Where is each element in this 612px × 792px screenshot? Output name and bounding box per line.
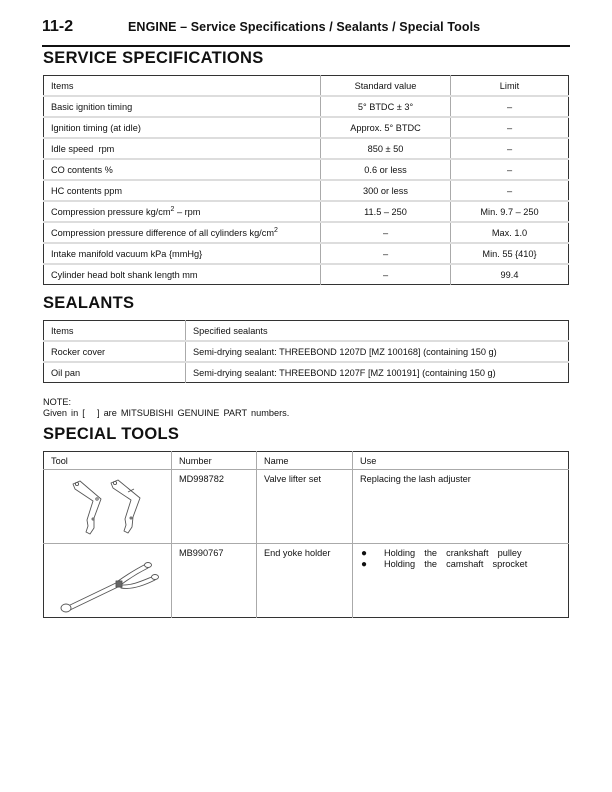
spec-standard-value: 300 or less [321,180,451,201]
sealant-item: Oil pan [44,362,186,383]
tool-number: MD998782 [172,470,257,544]
table-header-row [44,452,569,470]
spec-item: HC contents ppm [44,180,321,201]
column-header-number: Number [172,452,257,470]
spec-item: Ignition timing (at idle) [44,117,321,138]
sealant-item: Rocker cover [44,341,186,362]
table-row [44,362,569,383]
note-text: Given in [ ] are MITSUBISHI GENUINE PART numbers. [43,408,290,418]
special-tools-heading: SPECIAL TOOLS [43,425,180,443]
table-row [44,470,569,544]
spec-limit: – [451,117,569,138]
spec-standard-value: – [321,243,451,264]
column-header-name: Name [257,452,353,470]
spec-limit: Min. 55 {410} [451,243,569,264]
spec-item: Compression pressure difference of all cylinders $kg/cm^2$ [44,222,321,243]
list-item: ● Holding the camshaft sprocket [361,559,528,570]
tool-image-cell [44,470,172,544]
spec-standard-value: 11.5 – 250 [321,201,451,222]
tool-use [353,544,569,618]
tool-use [353,470,569,544]
list-item: ● Holding the crankshaft pulley [361,548,522,559]
note-block [43,397,289,419]
spec-limit: – [451,96,569,117]
table-row [44,138,569,159]
sealants-table [43,320,569,383]
bullet-icon: ● [361,559,368,570]
table-row [44,201,569,222]
service-specifications-table [43,75,569,285]
column-header-use: Use [353,452,569,470]
sealants-heading: SEALANTS [43,294,135,312]
spec-standard-value: Approx. 5° BTDC [321,117,451,138]
spec-limit: – [451,180,569,201]
table-header-row [44,321,569,342]
tool-use-text: Replacing the lash adjuster [360,474,471,484]
spec-limit: Min. 9.7 – 250 [451,201,569,222]
column-header-specified-sealants: Specified sealants [186,321,569,342]
tool-number: MB990767 [172,544,257,618]
spec-item: CO contents % [44,159,321,180]
column-header-standard-value: Standard value [321,76,451,97]
note-label: NOTE: [43,397,72,407]
column-header-items: Items [51,80,74,91]
bullet-icon: ● [361,548,368,559]
spec-item: Intake manifold vacuum kPa {mmHg} [44,243,321,264]
end-yoke-holder-icon [44,544,171,617]
table-row [44,222,569,243]
table-row [44,159,569,180]
sealant-spec: Semi-drying sealant: THREEBOND 1207D [MZ 100168] (containing 150 g) [186,341,569,362]
spec-standard-value: – [321,264,451,285]
header-rule [42,45,570,47]
spec-standard-value: 850 ± 50 [321,138,451,159]
page-header-title: ENGINE – Service Specifications / Sealants / Special Tools [128,20,481,34]
spec-standard-value: – [321,222,451,243]
sealant-spec: Semi-drying sealant: THREEBOND 1207F [MZ 100191] (containing 150 g) [186,362,569,383]
table-row [44,96,569,117]
column-header-limit: Limit [451,76,569,97]
special-tools-table [43,451,569,618]
valve-lifter-set-icon [44,470,171,543]
page-number: 11-2 [42,18,74,35]
column-header-tool: Tool [44,452,172,470]
tool-name: End yoke holder [257,544,353,618]
table-row [44,180,569,201]
spec-limit: – [451,159,569,180]
table-row [44,341,569,362]
table-row [44,544,569,618]
spec-limit: – [451,138,569,159]
tool-image-cell [44,544,172,618]
spec-limit: Max. 1.0 [451,222,569,243]
column-header-items: Items [51,325,74,336]
service-specifications-heading: SERVICE SPECIFICATIONS [43,49,264,67]
tool-name: Valve lifter set [257,470,353,544]
spec-standard-value: 0.6 or less [321,159,451,180]
table-header-row [44,76,569,97]
spec-item: Idle speed rpm [44,138,321,159]
table-row [44,117,569,138]
spec-item: Compression pressure $kg/cm^2$ – rpm [44,201,321,222]
tool-use-list [360,548,561,570]
table-row [44,264,569,285]
spec-item: Cylinder head bolt shank length mm [44,264,321,285]
table-row [44,243,569,264]
spec-item: Basic ignition timing [44,96,321,117]
spec-limit: 99.4 [451,264,569,285]
spec-standard-value: 5° BTDC ± 3° [321,96,451,117]
